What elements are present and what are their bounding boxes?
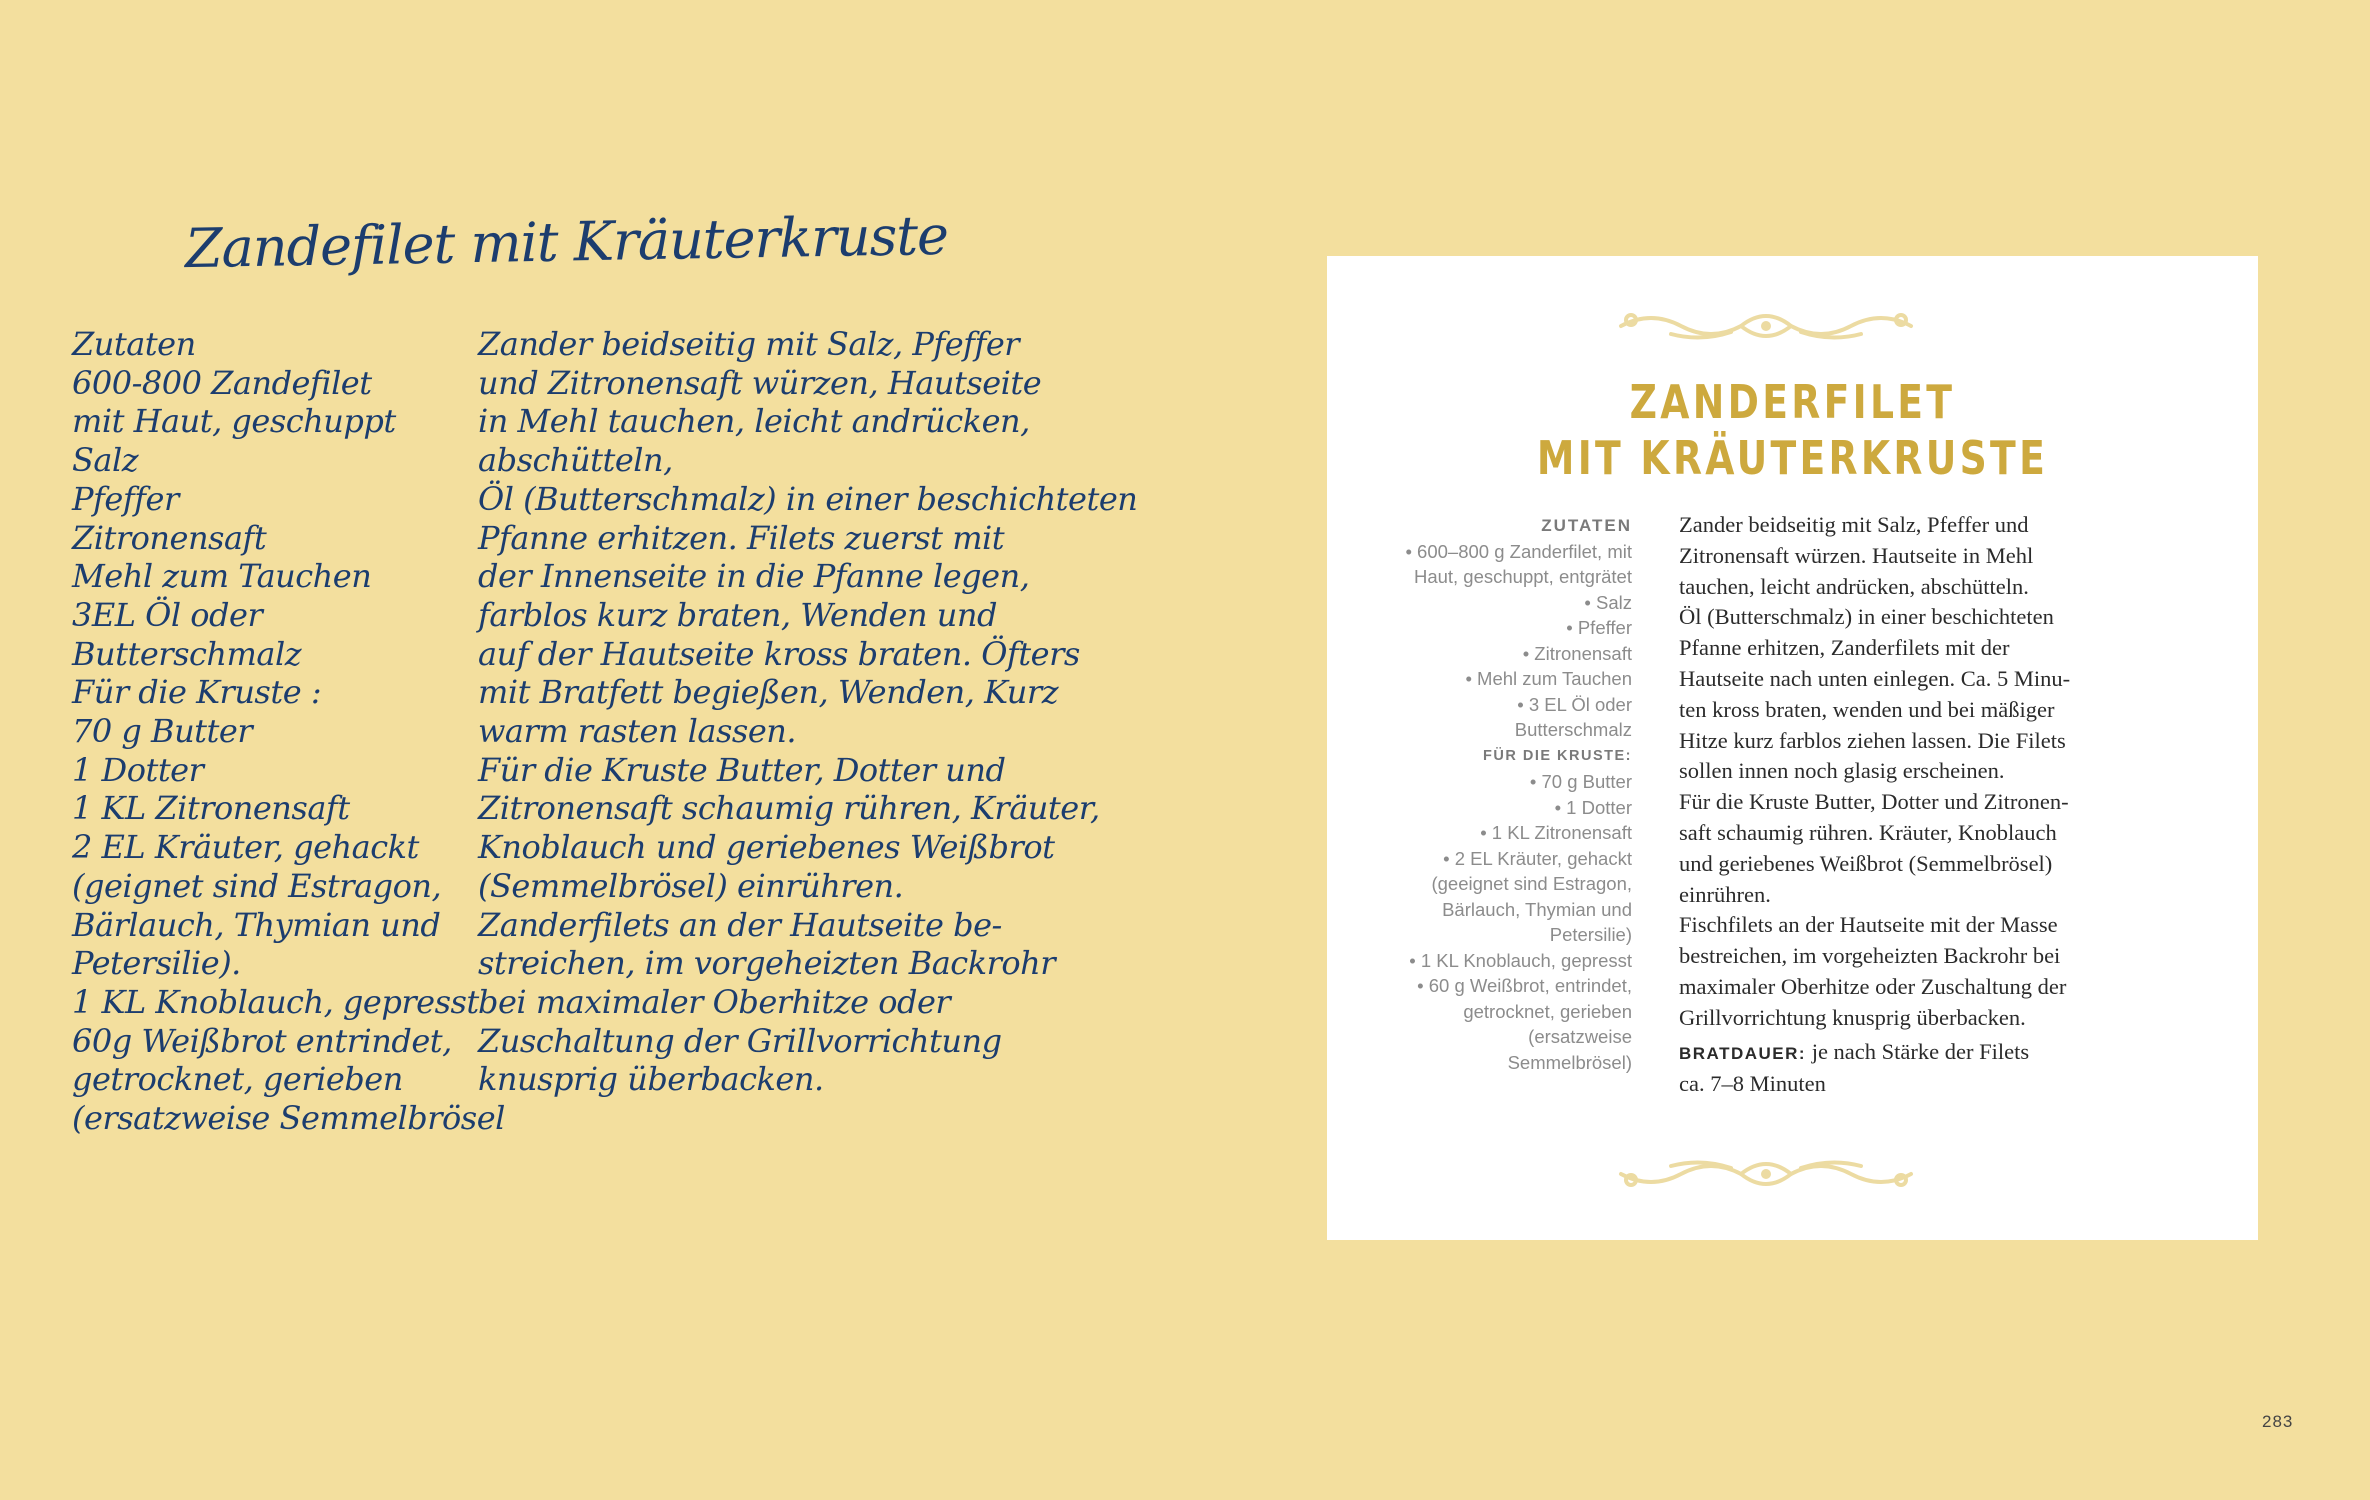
text-line: 600-800 Zandefilet [72,363,372,402]
ingredients-items [1327,539,1632,743]
text-line: • 3 EL Öl oder [1517,693,1632,715]
text-line: Zitronensaft würzen. Hautseite in Mehl [1679,542,2034,568]
text-line: bei maximaler Oberhitze oder [478,982,951,1021]
text-line: • 1 KL Zitronensaft [1480,822,1632,843]
text-line: • 60 g Weißbrot, entrindet, [1417,975,1632,996]
bratdauer-line [1679,1037,2179,1070]
text-line: (geignet sind Estragon, [72,866,442,905]
text-line: Für die Kruste Butter, Dotter und [478,750,1006,789]
handwritten-title: Zandefilet mit Kräuterkruste [184,203,949,281]
recipe-card [1327,256,2258,1240]
text-line: Butterschmalz [1514,719,1632,740]
instruction-lines [1679,510,2179,1034]
text-line: 1 KL Zitronensaft [72,789,350,828]
text-line: • 2 EL Kräuter, gehackt [1443,847,1632,869]
text-line: Zander beidseitig mit Salz, Pfeffer [478,325,1020,363]
text-line: warm rasten lassen. [478,712,797,751]
text-line: • 70 g Butter [1529,771,1632,792]
text-line: 1 KL Knoblauch, gepresst [72,982,479,1021]
text-line: 60g Weißbrot entrindet, [72,1021,452,1060]
text-line: Grillvorrichtung knusprig überbacken. [1679,1004,2026,1030]
text-line: Hautseite nach unten einlegen. Ca. 5 Minu- [1679,665,2071,691]
recipe-title [1411,374,2174,486]
text-line: Fischfilets an der Hautseite mit der Masse [1679,912,2058,938]
text-line: streichen, im vorgeheizten Backrohr [478,944,1056,983]
text-line: 3EL Öl oder [72,595,263,634]
text-line: Petersilie) [1549,924,1632,945]
text-line: und Zitronensaft würzen, Hautseite [478,363,1042,402]
bratdauer-label: BRATDAUER: [1679,1043,1807,1063]
text-line: Zutaten [72,325,196,363]
text-line: Zuschaltung der Grillvorrichtung [478,1021,1002,1060]
ornament-top-icon [1611,306,1921,346]
text-line: Pfeffer [72,479,179,518]
ingredients-heading: ZUTATEN [1541,516,1632,535]
ornament-bottom-icon [1611,1154,1921,1194]
text-line: getrocknet, gerieben [1463,1000,1632,1022]
text-line: auf der Hautseite kross braten. Öfters [478,634,1080,673]
text-line: mit Haut, geschuppt [72,402,396,441]
text-line: • 1 KL Knoblauch, gepresst [1409,949,1632,971]
text-line: • Pfeffer [1566,617,1632,638]
text-line: (ersatzweise [1528,1026,1632,1047]
crust-items [1327,769,1632,1075]
handwritten-ingredients [72,325,505,1138]
bratdauer-text: je nach Stärke der Filets [1806,1038,2030,1064]
text-line: in Mehl tauchen, leicht andrücken, [478,402,1030,441]
recipe-title-line1: ZANDERFILET [1629,375,1956,429]
handwritten-instructions [478,325,1138,1099]
text-line: Hitze kurz farblos ziehen lassen. Die Filets [1679,727,2066,753]
text-line: Pfanne erhitzen. Filets zuerst mit [478,518,1005,557]
text-line: Zitronensaft schaumig rühren, Kräuter, [478,789,1100,828]
text-line: knusprig überbacken. [478,1060,824,1099]
text-line: Salz [72,441,139,480]
text-line: 1 Dotter [72,750,204,789]
text-line: • Zitronensaft [1522,642,1632,664]
text-line: • Mehl zum Tauchen [1465,668,1632,689]
text-line: Bärlauch, Thymian und [1442,898,1632,920]
text-line: farblos kurz braten, Wenden und [478,595,997,634]
page-number: 283 [2262,1412,2294,1431]
text-line: Petersilie). [72,944,241,983]
text-line: Öl (Butterschmalz) in einer beschichteten [478,479,1138,518]
text-line: 70 g Butter [72,712,253,751]
text-line: Butterschmalz [72,634,302,673]
text-line: Zitronensaft [72,518,267,557]
text-line: Semmelbrösel) [1507,1051,1632,1073]
instructions [1679,510,2179,1100]
text-line: Bärlauch, Thymian und [72,905,441,944]
text-line: tauchen, leicht andrücken, abschütteln. [1679,573,2029,599]
recipe-title-line2: MIT KRÄUTERKRUSTE [1536,431,2049,485]
text-line: (geeignet sind Estragon, [1431,873,1632,894]
text-line: und geriebenes Weißbrot (Semmelbrösel) [1679,850,2053,876]
ingredients-list [1327,513,1632,1075]
text-line: • 1 Dotter [1554,796,1632,818]
text-line: der Innenseite in die Pfanne legen, [478,557,1030,596]
text-line: (Semmelbrösel) einrühren. [478,866,904,905]
text-line: maximaler Oberhitze oder Zuschaltung der [1679,973,2067,999]
text-line: Zander beidseitig mit Salz, Pfeffer und [1679,512,2029,537]
text-line: Haut, geschuppt, entgrätet [1413,566,1632,587]
text-line: sollen innen noch glasig erscheinen. [1679,758,2005,784]
text-line: saft schaumig rühren. Kräuter, Knoblauch [1679,819,2057,845]
text-line: Für die Kruste Butter, Dotter und Zitronen- [1679,789,2069,815]
text-line: Öl (Butterschmalz) in einer beschichteten [1679,604,2054,630]
text-line: bestreichen, im vorgeheizten Backrohr bei [1679,943,2061,969]
text-line: Zanderfilets an der Hautseite be- [478,905,1002,944]
text-line: • 600–800 g Zanderfilet, mit [1405,540,1632,562]
text-line: Knoblauch und geriebenes Weißbrot [478,828,1055,867]
bratdauer-line2: ca. 7–8 Minuten [1679,1071,1826,1097]
crust-heading: FÜR DIE KRUSTE: [1483,747,1632,764]
text-line: Mehl zum Tauchen [72,557,372,596]
text-line: mit Bratfett begießen, Wenden, Kurz [478,673,1059,712]
text-line: Pfanne erhitzen, Zanderfilets mit der [1679,635,2010,661]
text-line: abschütteln, [478,441,673,480]
text-line: Für die Kruste : [72,673,322,712]
text-line: ten kross braten, wenden und bei mäßiger [1679,696,2055,722]
text-line: • Salz [1584,591,1632,613]
text-line: einrühren. [1679,881,1771,907]
text-line: (ersatzweise Semmelbrösel [72,1099,505,1138]
text-line: getrocknet, gerieben [72,1060,403,1099]
text-line: 2 EL Kräuter, gehackt [72,828,419,867]
